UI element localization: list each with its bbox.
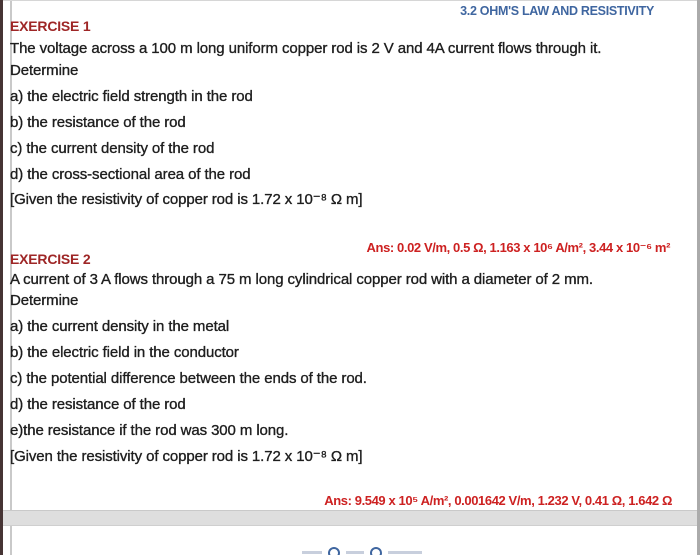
next-slide-partial-glyph: [370, 547, 382, 555]
slide-divider-band: [3, 510, 700, 526]
exercise2-given: [Given the resistivity of copper rod is 1.72 x 10⁻⁸ Ω m]: [10, 448, 363, 465]
exercise1-item-c: c) the current density of the rod: [10, 140, 215, 157]
exercise1-problem-line2: Determine: [10, 62, 79, 79]
exercise2-problem-line1: A current of 3 A flows through a 75 m long cylindrical copper rod with a diameter of 2 mm.: [10, 271, 593, 288]
next-slide-partial-glyph: [388, 551, 422, 554]
exercise2-title: EXERCISE 2: [10, 251, 91, 267]
exercise2-item-c: c) the potential difference between the ends of the rod.: [10, 370, 367, 387]
top-border-line: [3, 0, 700, 1]
next-slide-partial-glyph: [346, 551, 364, 554]
exercise2-item-a: a) the current density in the metal: [10, 318, 230, 335]
section-header: 3.2 OHM'S LAW AND RESISTIVITY: [460, 4, 654, 18]
next-slide-partial-glyph: [302, 551, 322, 554]
exercise2-item-d: d) the resistance of the rod: [10, 396, 186, 413]
exercise2-item-b: b) the electric field in the conductor: [10, 344, 239, 361]
exercise1-problem-line1: The voltage across a 100 m long uniform copper rod is 2 V and 4A current flows through it.: [10, 40, 602, 57]
next-slide-partial-glyph: [328, 547, 340, 555]
next-slide-edge: [300, 543, 440, 555]
exercise2-item-e: e)the resistance if the rod was 300 m long.: [10, 422, 289, 439]
left-edge-bar: [0, 0, 3, 555]
exercise1-item-b: b) the resistance of the rod: [10, 114, 186, 131]
exercise1-given: [Given the resistivity of copper rod is 1.72 x 10⁻⁸ Ω m]: [10, 191, 363, 208]
exercise1-title: EXERCISE 1: [10, 18, 91, 34]
exercise1-item-a: a) the electric field strength in the rod: [10, 88, 253, 105]
exercise2-answer: Ans: 9.549 x 10⁵ A/m², 0.001642 V/m, 1.232 V, 0.41 Ω, 1.642 Ω: [324, 493, 672, 508]
exercise1-item-d: d) the cross-sectional area of the rod: [10, 166, 251, 183]
exercise1-answer: Ans: 0.02 V/m, 0.5 Ω, 1.163 x 10⁶ A/m², 3.44 x 10⁻⁶ m²: [366, 240, 670, 255]
exercise2-problem-line2: Determine: [10, 292, 79, 309]
